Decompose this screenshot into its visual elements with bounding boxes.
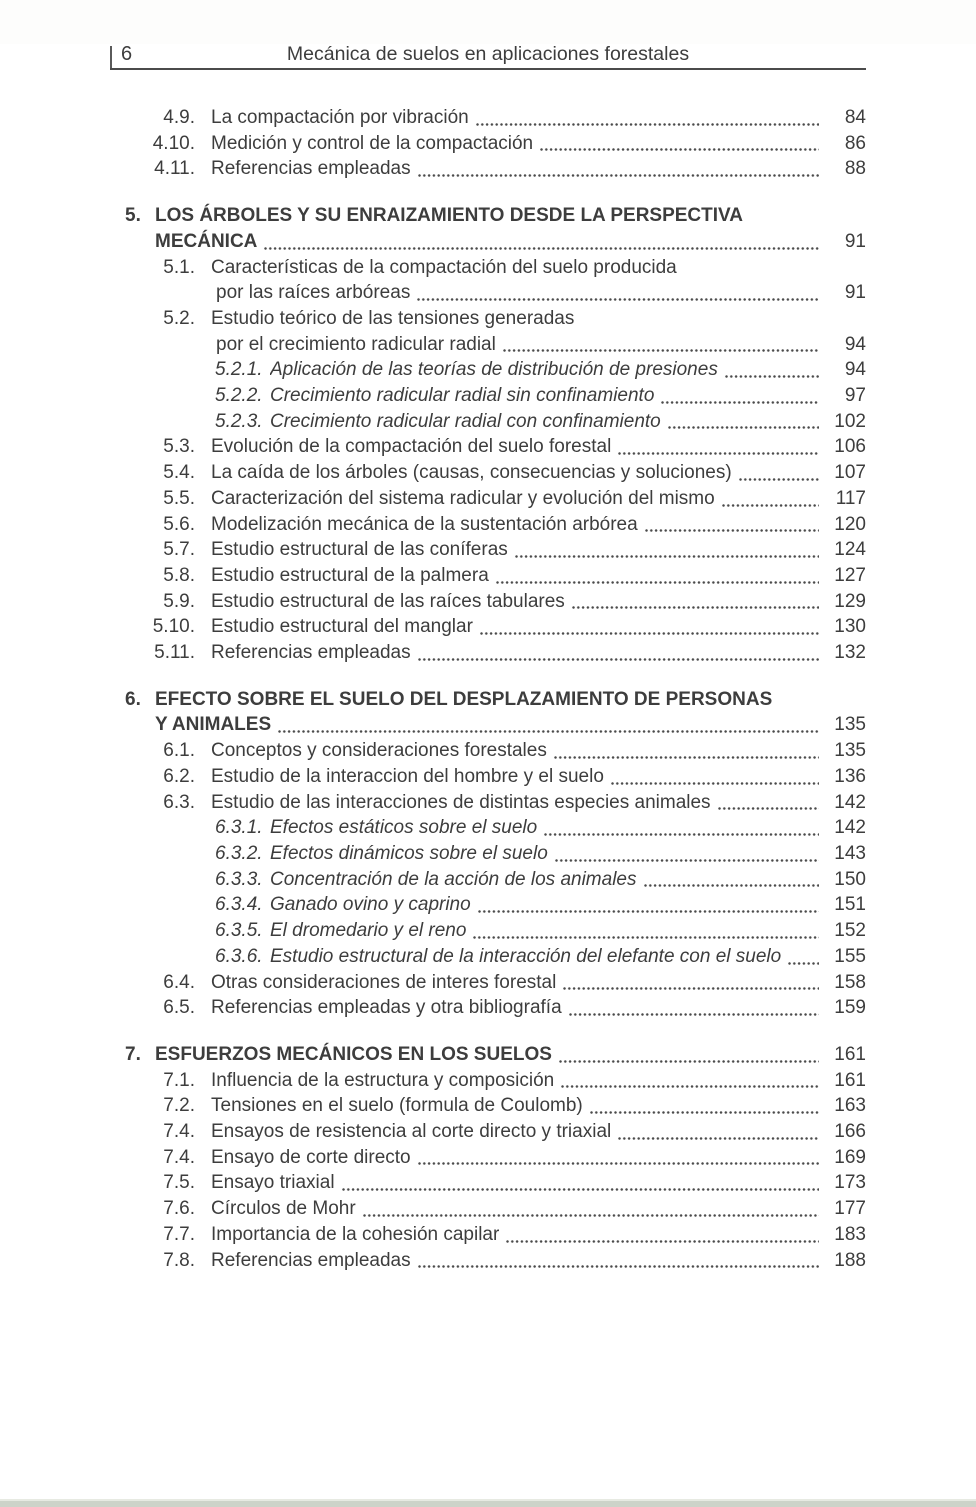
toc-group xyxy=(0,203,866,666)
leader-dots xyxy=(278,730,819,733)
entry-number: 7.4. xyxy=(163,1146,195,1168)
entry-title: Referencias empleadas xyxy=(211,1249,411,1271)
entry-title: Ensayo de corte directo xyxy=(211,1146,411,1168)
entry-number: 5.8. xyxy=(163,564,195,586)
entry-title: Estudio estructural del manglar xyxy=(211,616,473,638)
toc-entry-line xyxy=(0,563,866,589)
entry-number: 7.4. xyxy=(163,1121,195,1143)
entry-title: Modelización mecánica de la sustentación arbórea xyxy=(211,513,638,535)
leader-dots xyxy=(418,1265,819,1268)
page-ref: 159 xyxy=(834,997,866,1019)
toc-entry-line xyxy=(0,357,866,383)
toc-entry-line xyxy=(0,589,866,615)
leader-dots xyxy=(554,756,819,759)
toc-entry-line xyxy=(0,332,866,358)
toc-entry-line xyxy=(0,918,866,944)
leader-dots xyxy=(473,936,819,939)
entry-number: 5.2.2. xyxy=(215,385,263,407)
leader-dots xyxy=(544,833,819,836)
page-ref: 183 xyxy=(834,1223,866,1245)
page-ref: 188 xyxy=(834,1249,866,1271)
entry-number: 7.6. xyxy=(163,1198,195,1220)
entry-number: 6.3.4. xyxy=(215,894,263,916)
leader-dots xyxy=(563,987,819,990)
toc-entry-line xyxy=(0,105,866,131)
page-ref: 91 xyxy=(844,230,866,252)
entry-number: 6.3.6. xyxy=(215,945,263,967)
leader-dots xyxy=(417,298,819,301)
entry-title: Influencia de la estructura y composición xyxy=(211,1069,555,1091)
entry-title: Estudio estructural de las coníferas xyxy=(211,539,508,561)
toc-entry-line xyxy=(0,1248,866,1274)
page-ref: 106 xyxy=(834,436,866,458)
entry-title: Caracterización del sistema radicular y evolución del mismo xyxy=(211,487,715,509)
entry-number: 6.2. xyxy=(163,765,195,787)
leader-dots xyxy=(418,658,819,661)
page-ref: 102 xyxy=(834,410,866,432)
toc-entry-line xyxy=(0,995,866,1021)
page-ref: 155 xyxy=(834,945,866,967)
leader-dots xyxy=(618,452,819,455)
entry-title: Aplicación de las teorías de distribución de presiones xyxy=(270,359,718,381)
page-ref: 161 xyxy=(834,1069,866,1091)
entry-number: 6.3.2. xyxy=(215,842,263,864)
entry-title: Crecimiento radicular radial sin confinamiento xyxy=(270,385,655,407)
entry-number: 6.5. xyxy=(163,997,195,1019)
page-ref: 107 xyxy=(834,462,866,484)
toc-entry-line xyxy=(0,383,866,409)
leader-dots xyxy=(264,247,819,250)
entry-title: Ensayos de resistencia al corte directo y triaxial xyxy=(211,1121,612,1143)
toc-entry-line xyxy=(0,203,866,229)
entry-title: Ganado ovino y caprino xyxy=(270,894,471,916)
entry-title: Concentración de la acción de los animales xyxy=(270,868,637,890)
entry-number: 4.9. xyxy=(163,107,195,128)
leader-dots xyxy=(363,1214,819,1217)
toc-entry-line xyxy=(0,409,866,435)
leader-dots xyxy=(668,426,819,429)
entry-number: 6.3.5. xyxy=(215,920,263,942)
entry-number: 5.5. xyxy=(163,487,195,509)
leader-dots xyxy=(515,555,819,558)
page-ref: 177 xyxy=(834,1198,866,1220)
entry-title: Importancia de la cohesión capilar xyxy=(211,1223,500,1245)
leader-dots xyxy=(590,1111,819,1114)
entry-title: Estudio de las interacciones de distintas especies animales xyxy=(211,791,711,813)
toc-group xyxy=(0,687,866,1021)
entry-number: 5.1. xyxy=(163,256,195,278)
entry-title: Estudio estructural de la interacción del elefante con el suelo xyxy=(270,945,782,967)
entry-number: 6.3. xyxy=(163,791,195,813)
leader-dots xyxy=(718,807,819,810)
entry-title: Crecimiento radicular radial con confinamiento xyxy=(270,410,661,432)
page-ref: 130 xyxy=(834,616,866,638)
toc-entry-line xyxy=(0,614,866,640)
entry-title: Referencias empleadas xyxy=(211,642,411,664)
entry-number: 5.11. xyxy=(154,642,195,664)
page-bottom-edge xyxy=(0,1499,976,1507)
toc-entry-line xyxy=(0,434,866,460)
entry-title: Y ANIMALES xyxy=(155,714,272,736)
toc-entry-line xyxy=(0,738,866,764)
page-ref: 117 xyxy=(835,487,866,509)
toc-entry-line xyxy=(0,1222,866,1248)
entry-title: Estudio estructural de las raíces tabulares xyxy=(211,590,565,612)
toc-entry-line xyxy=(0,640,866,666)
entry-number: 5.3. xyxy=(163,436,195,458)
page-ref: 143 xyxy=(834,842,866,864)
entry-title: Tensiones en el suelo (formula de Coulomb) xyxy=(211,1095,583,1117)
leader-dots xyxy=(618,1137,819,1140)
toc-entry-line xyxy=(0,537,866,563)
toc-entry-line xyxy=(0,306,866,332)
page-ref: 158 xyxy=(834,971,866,993)
entry-title: Efectos dinámicos sobre el suelo xyxy=(270,842,548,864)
entry-title: Características de la compactación del suelo producida xyxy=(211,256,677,278)
entry-title: Referencias empleadas y otra bibliografía xyxy=(211,997,562,1019)
page-ref: 94 xyxy=(844,333,866,355)
leader-dots xyxy=(480,632,819,635)
leader-dots xyxy=(478,910,819,913)
toc-entry-line xyxy=(0,255,866,281)
toc-entry-line xyxy=(0,764,866,790)
entry-number: 5.2. xyxy=(163,307,195,329)
entry-title: Ensayo triaxial xyxy=(211,1172,335,1194)
entry-number: 6.1. xyxy=(163,740,195,762)
leader-dots xyxy=(506,1240,819,1243)
entry-title: ESFUERZOS MECÁNICOS EN LOS SUELOS xyxy=(155,1043,552,1065)
page-ref: 142 xyxy=(834,817,866,839)
toc-entry-line xyxy=(0,841,866,867)
entry-number: 7.2. xyxy=(163,1095,195,1117)
toc-entry-line xyxy=(0,229,866,255)
leader-dots xyxy=(788,962,819,965)
leader-dots xyxy=(559,1060,819,1063)
entry-number: 4.11. xyxy=(154,158,195,180)
toc-entry-line xyxy=(0,790,866,816)
entry-title: Otras consideraciones de interes forestal xyxy=(211,971,557,993)
leader-dots xyxy=(739,478,819,481)
entry-number: 6.3.1. xyxy=(215,817,263,839)
page-ref: 86 xyxy=(844,132,866,154)
page-ref: 161 xyxy=(834,1043,866,1065)
page-ref: 97 xyxy=(844,385,866,407)
leader-dots xyxy=(342,1188,819,1191)
toc-entry-line xyxy=(0,944,866,970)
page-ref: 151 xyxy=(834,894,866,916)
toc-entry-line xyxy=(0,1068,866,1094)
page-ref: 132 xyxy=(834,642,866,664)
entry-title: Círculos de Mohr xyxy=(211,1198,356,1220)
running-header xyxy=(110,44,866,70)
toc-entry-line xyxy=(0,1042,866,1068)
toc-entry-line xyxy=(0,486,866,512)
toc-entry-line xyxy=(0,280,866,306)
toc-entry-line xyxy=(0,892,866,918)
entry-number: 7.5. xyxy=(163,1172,195,1194)
entry-number: 6. xyxy=(125,688,141,710)
entry-number: 5.2.3. xyxy=(215,410,263,432)
toc-entry-line xyxy=(0,970,866,996)
toc-group xyxy=(0,105,866,182)
toc-entry-line xyxy=(0,512,866,538)
leader-dots xyxy=(418,174,819,177)
entry-number: 5.6. xyxy=(163,513,195,535)
toc-entry-line xyxy=(0,1170,866,1196)
page-ref: 124 xyxy=(834,539,866,561)
entry-title: La caída de los árboles (causas, consecuencias y soluciones) xyxy=(211,462,732,484)
page-ref: 173 xyxy=(834,1172,866,1194)
entry-number: 7. xyxy=(125,1043,141,1065)
entry-title: MECÁNICA xyxy=(155,230,258,252)
entry-number: 5.9. xyxy=(163,590,195,612)
page-ref: 152 xyxy=(834,920,866,942)
toc-body xyxy=(0,105,976,1273)
running-title: Mecánica de suelos en aplicaciones forestales xyxy=(286,43,690,65)
leader-dots xyxy=(661,401,819,404)
toc-entry-line xyxy=(0,1196,866,1222)
leader-dots xyxy=(572,606,819,609)
leader-dots xyxy=(644,884,820,887)
entry-number: 6.3.3. xyxy=(215,868,263,890)
page-ref: 142 xyxy=(834,791,866,813)
entry-number: 5.2.1. xyxy=(215,359,263,381)
leader-dots xyxy=(555,859,819,862)
entry-title: Medición y control de la compactación xyxy=(211,132,534,154)
page-ref: 135 xyxy=(834,740,866,762)
page-ref: 88 xyxy=(844,158,866,180)
leader-dots xyxy=(561,1085,819,1088)
entry-title: Estudio estructural de la palmera xyxy=(211,564,489,586)
page-ref: 91 xyxy=(844,282,866,304)
page-ref: 84 xyxy=(844,107,866,128)
leader-dots xyxy=(496,581,819,584)
page-ref: 94 xyxy=(844,359,866,381)
page-number: 6 xyxy=(121,43,133,65)
entry-number: 7.1. xyxy=(163,1069,195,1091)
entry-number: 6.4. xyxy=(163,971,195,993)
toc-entry-line xyxy=(0,815,866,841)
leader-dots xyxy=(476,123,819,126)
toc-entry-line xyxy=(0,712,866,738)
page-ref: 135 xyxy=(834,714,866,736)
leader-dots xyxy=(569,1013,819,1016)
entry-number: 5.7. xyxy=(163,539,195,561)
page-ref: 166 xyxy=(834,1121,866,1143)
entry-title: por el crecimiento radicular radial xyxy=(216,333,496,355)
entry-title: Conceptos y consideraciones forestales xyxy=(211,740,547,762)
leader-dots xyxy=(722,504,819,507)
page-ref: 127 xyxy=(834,564,866,586)
toc-group xyxy=(0,1042,866,1273)
entry-title: LOS ÁRBOLES Y SU ENRAIZAMIENTO DESDE LA PERSPECTIVA xyxy=(155,205,744,227)
page-ref: 136 xyxy=(834,765,866,787)
entry-number: 7.8. xyxy=(163,1249,195,1271)
page-ref: 120 xyxy=(834,513,866,535)
toc-entry-line xyxy=(0,867,866,893)
page-ref: 150 xyxy=(834,868,866,890)
page-ref: 169 xyxy=(834,1146,866,1168)
entry-title: Estudio teórico de las tensiones generadas xyxy=(211,307,575,329)
entry-title: por las raíces arbóreas xyxy=(216,282,411,304)
entry-number: 5.4. xyxy=(163,462,195,484)
entry-title: La compactación por vibración xyxy=(211,107,469,128)
leader-dots xyxy=(503,349,819,352)
entry-title: Estudio de la interaccion del hombre y el suelo xyxy=(211,765,604,787)
leader-dots xyxy=(725,375,819,378)
entry-title: Efectos estáticos sobre el suelo xyxy=(270,817,538,839)
leader-dots xyxy=(645,529,819,532)
toc-entry-line xyxy=(0,1145,866,1171)
toc-entry-line xyxy=(0,687,866,713)
toc-entry-line xyxy=(0,1093,866,1119)
toc-entry-line xyxy=(0,1119,866,1145)
toc-entry-line xyxy=(0,131,866,157)
book-page xyxy=(0,44,976,1507)
leader-dots xyxy=(540,148,819,151)
entry-title: El dromedario y el reno xyxy=(270,920,467,942)
entry-number: 5. xyxy=(125,205,141,227)
entry-title: EFECTO SOBRE EL SUELO DEL DESPLAZAMIENTO DE PERSONAS xyxy=(155,688,773,710)
entry-number: 7.7. xyxy=(163,1223,195,1245)
leader-dots xyxy=(418,1162,819,1165)
entry-title: Evolución de la compactación del suelo forestal xyxy=(211,436,612,458)
entry-title: Referencias empleadas xyxy=(211,158,411,180)
toc-entry-line xyxy=(0,460,866,486)
page-ref: 163 xyxy=(834,1095,866,1117)
entry-number: 5.10. xyxy=(152,616,195,638)
leader-dots xyxy=(611,782,819,785)
page-ref: 129 xyxy=(834,590,866,612)
toc-entry-line xyxy=(0,156,866,182)
entry-number: 4.10. xyxy=(152,132,195,154)
